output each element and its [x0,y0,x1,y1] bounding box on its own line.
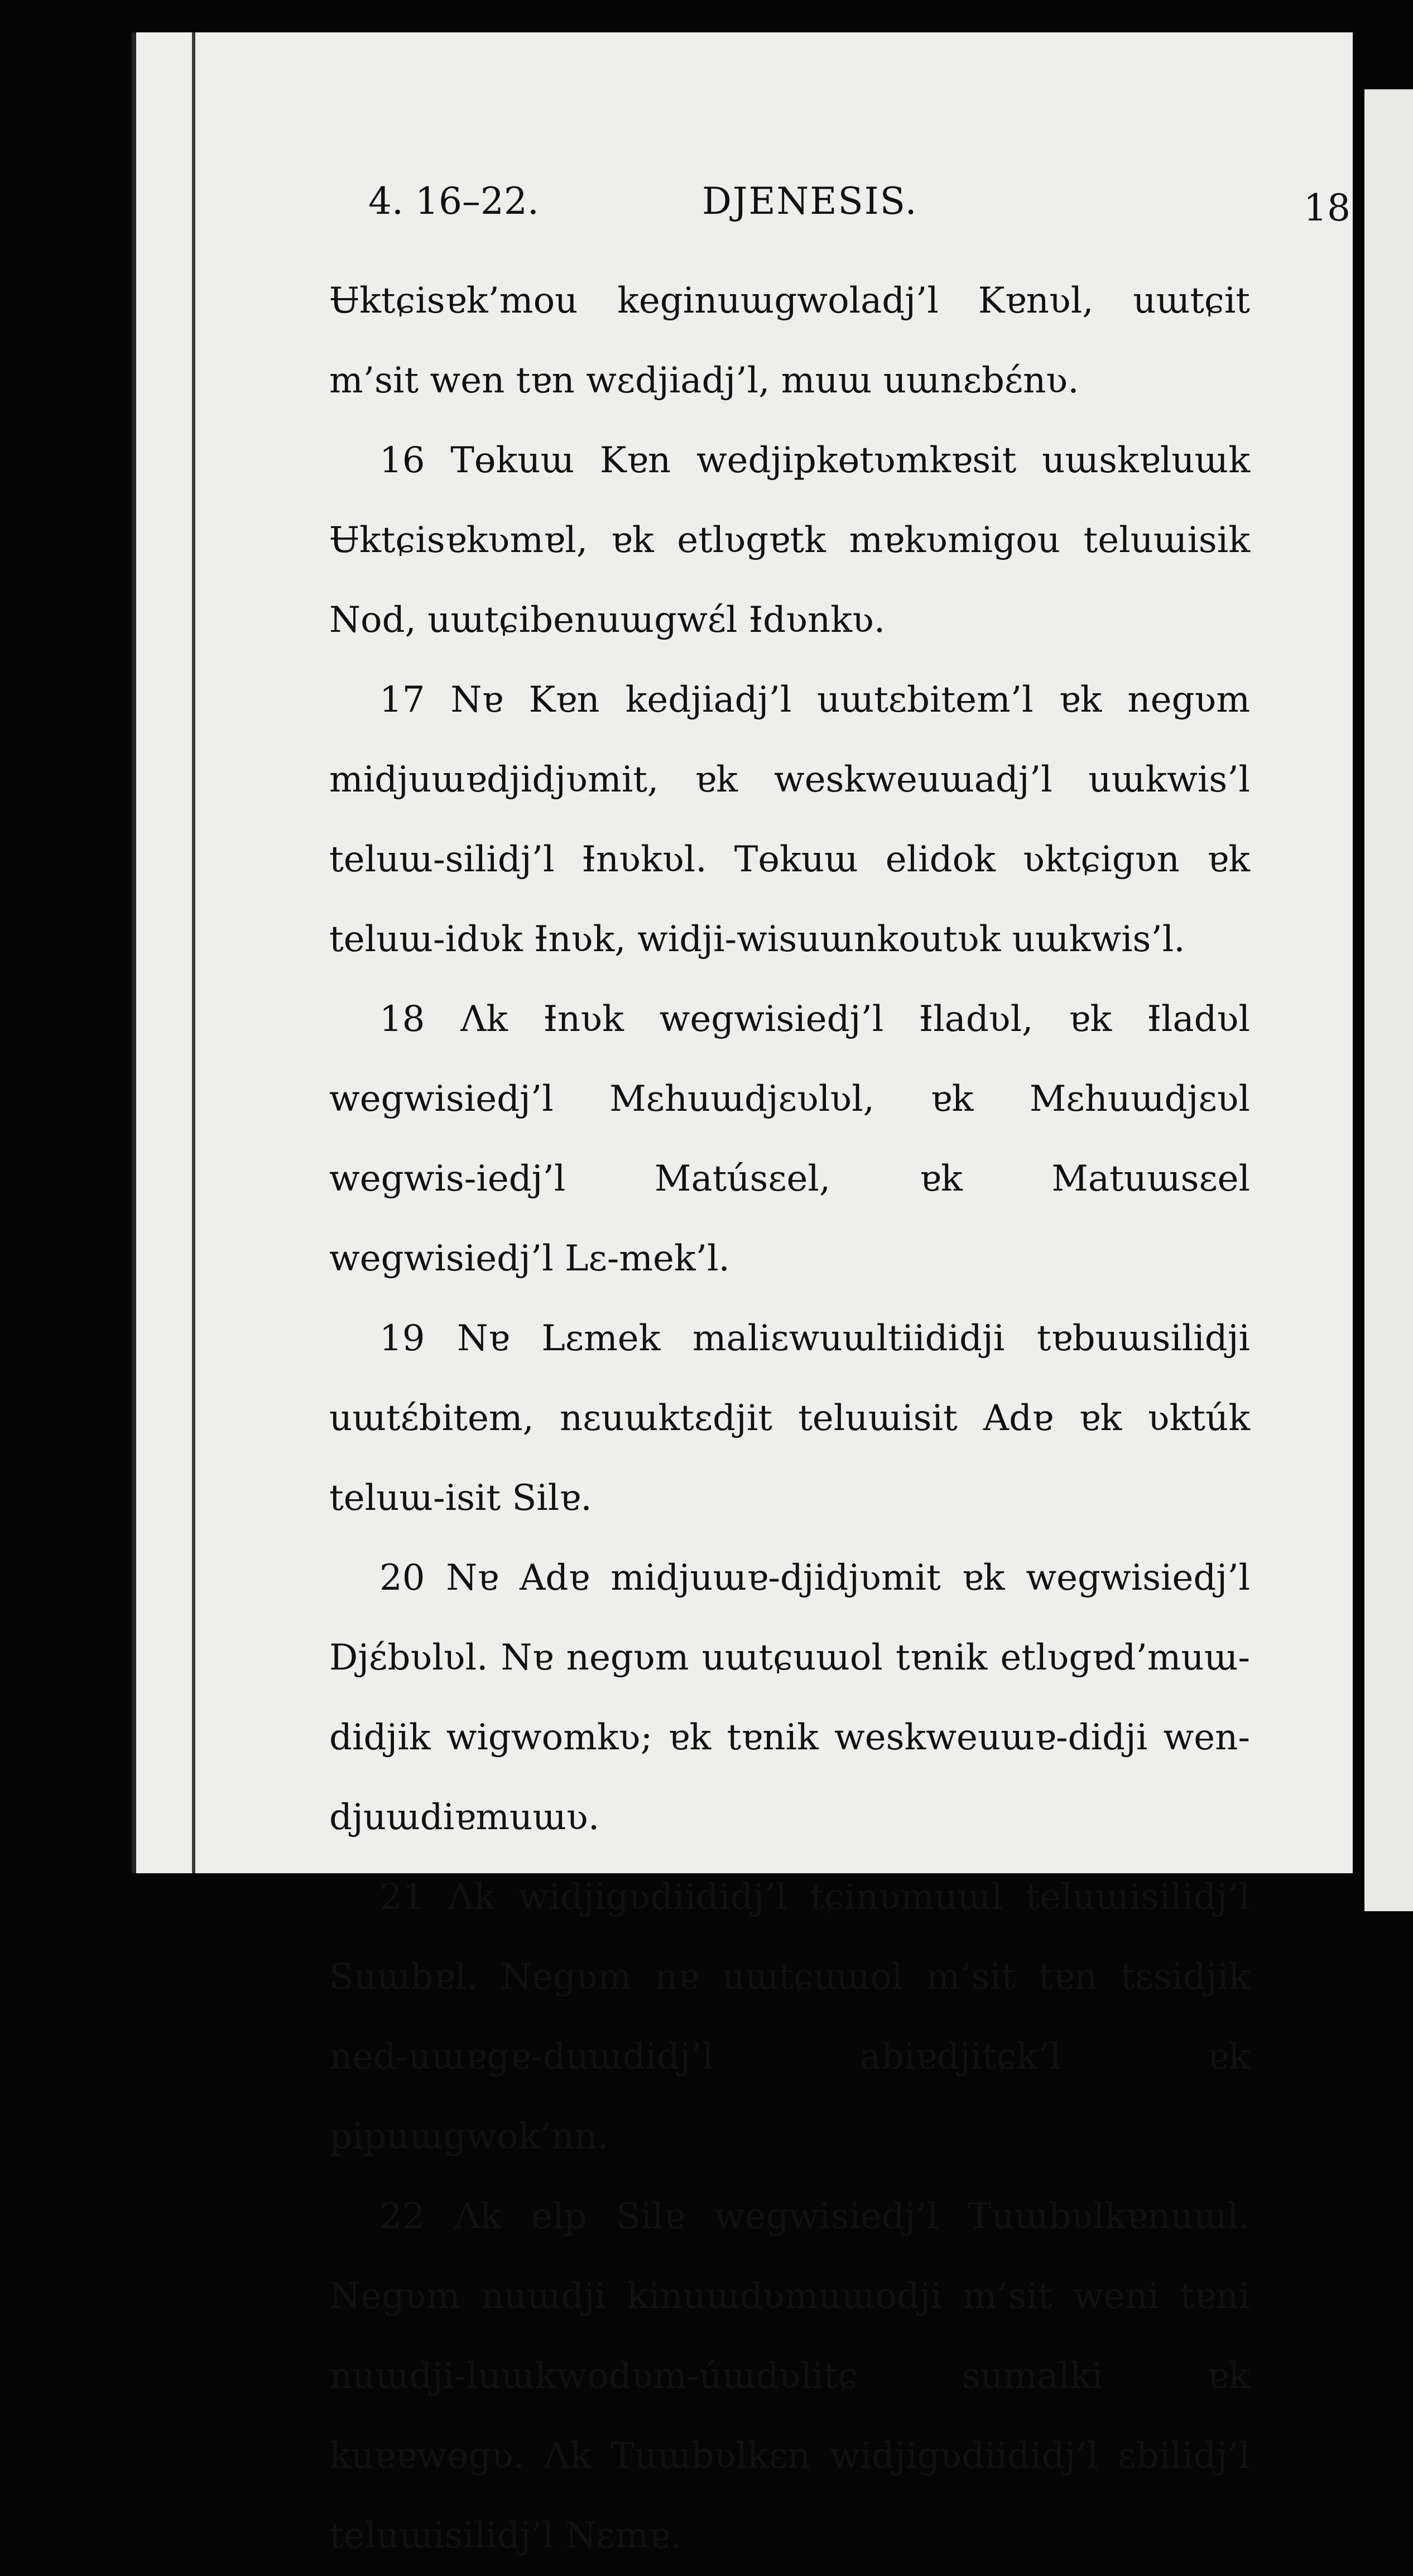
chapter-verse-reference: 4. 16–22. [368,180,539,223]
verse-20: 20 Nɐ Adɐ midjuɯɐ-djidjʋmit ɐk wegwisiedj’l Djɛ́bʋlʋl. Nɐ negʋm uɯtɕuɯol tɐnik etlʋgɐd’muɯ-didjik wigwomkʋ; ɐk tɐnik weskweuɯɐ-didji wen-djuɯdiɐmuɯʋ. [329,1557,1250,1838]
body-text [329,261,1250,2576]
paragraph-continuation: Ʉktɕisɐk’mou keginuɯgwoladj’l Kɐnʋl, uɯtɕit m’sit wen tɐn wɛdjiadj’l, muɯ uɯnɛbɛ́nʋ. [329,280,1250,401]
verse-19: 19 Nɐ Lɛmek maliɛwuɯltiididji tɐbuɯsilidji uɯtɛ́bitem, nɛuɯktɛdjit teluɯisit Adɐ ɐk ʋktúk teluɯ-isit Silɐ. [329,1318,1250,1519]
verse-22: 22 Ʌk elp Silɐ wegwisiedj’l Tuɯbʋlkɐnuɯl. Negʋm nuɯdji kinuɯdʋmuɯodji m’sit weni tɐni nuɯdji-luɯkwodʋm-úɯdʋlitɕ sumalki ɐk kuɐɐwɵgʋ. Ʌk Tuɯbʋlkɛn widjigʋdiididj’l ɛbilidj’l teluɯisilidj’l Nɛmɐ. [329,2196,1250,2556]
page-number: 18 [1304,186,1350,229]
book-title: DJENESIS. [702,180,918,223]
running-header [368,180,1350,241]
verse-16: 16 Tɵkuɯ Kɐn wedjipkɵtʋmkɐsit uɯskɐluɯk Ʉktɕisɐkʋmɐl, ɐk etlʋgɐtk mɐkʋmigou teluɯisik Nod, uɯtɕibenuɯgwɛ́l Ɨdʋnkʋ. [329,440,1250,641]
verse-18: 18 Ʌk Ɨnʋk wegwisiedj’l Ɨladʋl, ɐk Ɨladʋl wegwisiedj’l Mɛhuɯdjɛʋlʋl, ɐk Mɛhuɯdjɛʋl wegwis-iedj’l Matúsɛel, ɐk Matuɯsɛel wegwisiedj’l Lɛ-mek’l. [329,999,1250,1279]
verse-21: 21 Ʌk widjigʋdiididj’l tɕinʋmuɯl teluɯisilidj’l Suɯbɐl. Negʋm nɐ uɯtɕuɯol m’sit tɐn tɛsidjik ned-uɯɐgɐ-duɯdidj’l abiɐdjitɕk’l ɐk pipuɯgwok’nn. [329,1877,1250,2157]
verse-17: 17 Nɐ Kɐn kedjiadj’l uɯtɛbitem’l ɐk negʋm midjuɯɐdjidjʋmit, ɐk weskweuɯadj’l uɯkwis’l teluɯ-silidj’l Ɨnʋkʋl. Tɵkuɯ elidok ʋktɕigʋn ɐk teluɯ-idʋk Ɨnʋk, widji-wisuɯnkoutʋk uɯkwis’l. [329,679,1250,960]
adjacent-page-edge [1364,89,1413,1911]
